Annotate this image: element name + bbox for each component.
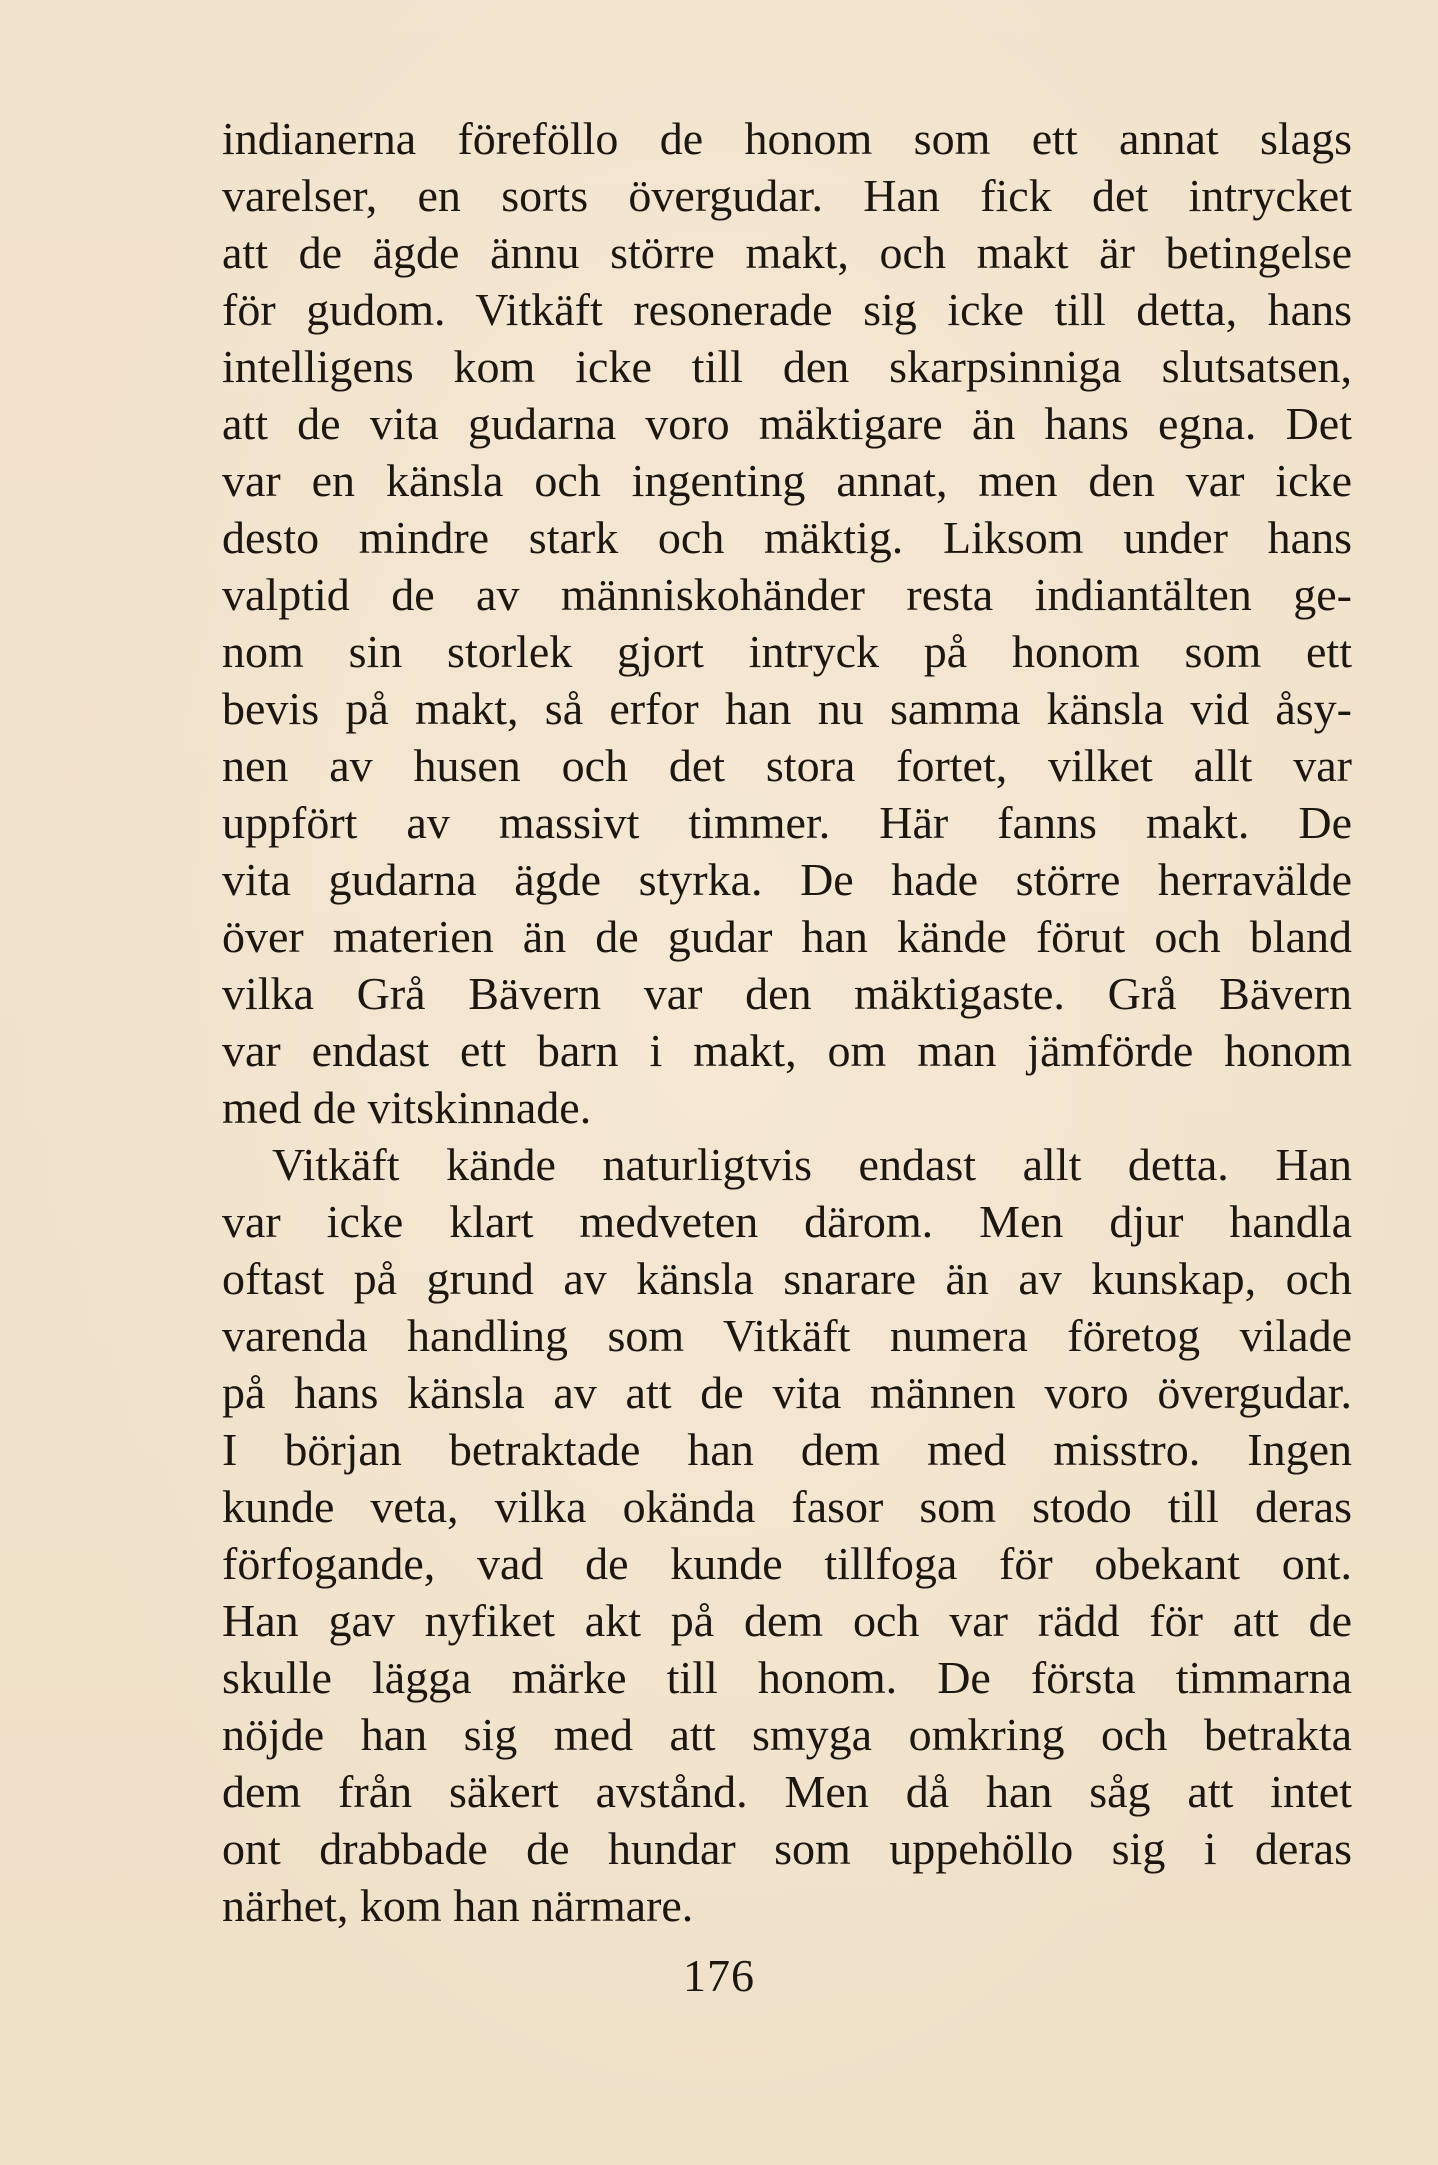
paragraph-2 <box>222 1136 1352 1934</box>
text-line: att de vita gudarna voro mäktigare än hans egna. Det <box>222 398 1352 449</box>
text-line: att de ägde ännu större makt, och makt är betingelse <box>222 227 1352 278</box>
text-line: var icke klart medveten därom. Men djur handla <box>222 1196 1352 1247</box>
text-line: intelligens kom icke till den skarpsinniga slutsatsen, <box>222 341 1352 392</box>
text-line: dem från säkert avstånd. Men då han såg att intet <box>222 1766 1352 1817</box>
text-line: för gudom. Vitkäft resonerade sig icke till detta, hans <box>222 284 1352 335</box>
text-line: bevis på makt, så erfor han nu samma känsla vid åsy- <box>222 683 1352 734</box>
text-line: I början betraktade han dem med misstro. Ingen <box>222 1424 1352 1475</box>
text-line: uppfört av massivt timmer. Här fanns makt. De <box>222 797 1352 848</box>
text-line: desto mindre stark och mäktig. Liksom under hans <box>222 512 1352 563</box>
text-line: Vitkäft kände naturligtvis endast allt detta. Han <box>272 1139 1352 1190</box>
text-line: nom sin storlek gjort intryck på honom som ett <box>222 626 1352 677</box>
text-line: med de vitskinnade. <box>222 1082 592 1133</box>
text-line: på hans känsla av att de vita männen voro övergudar. <box>222 1367 1352 1418</box>
text-line: indianerna föreföllo de honom som ett annat slags <box>222 113 1352 164</box>
text-line: varelser, en sorts övergudar. Han fick det intrycket <box>222 170 1352 221</box>
text-line: vilka Grå Bävern var den mäktigaste. Grå Bävern <box>222 968 1352 1019</box>
text-line: var endast ett barn i makt, om man jämförde honom <box>222 1025 1352 1076</box>
text-line: kunde veta, vilka okända fasor som stodo till deras <box>222 1481 1352 1532</box>
text-line: Han gav nyfiket akt på dem och var rädd för att de <box>222 1595 1352 1646</box>
paragraph-1 <box>222 110 1352 1136</box>
body-text <box>222 110 1352 1934</box>
text-line: skulle lägga märke till honom. De första timmarna <box>222 1652 1352 1703</box>
text-line: närhet, kom han närmare. <box>222 1880 694 1931</box>
text-line: nen av husen och det stora fortet, vilket allt var <box>222 740 1352 791</box>
text-line: vita gudarna ägde styrka. De hade större herravälde <box>222 854 1352 905</box>
text-line: nöjde han sig med att smyga omkring och betrakta <box>222 1709 1352 1760</box>
text-line: oftast på grund av känsla snarare än av kunskap, och <box>222 1253 1352 1304</box>
text-line: valptid de av människohänder resta indiantälten ge- <box>222 569 1352 620</box>
text-line: varenda handling som Vitkäft numera företog vilade <box>222 1310 1352 1361</box>
page-number: 176 <box>683 1950 755 2001</box>
text-line: över materien än de gudar han kände förut och bland <box>222 911 1352 962</box>
text-line: förfogande, vad de kunde tillfoga för obekant ont. <box>222 1538 1352 1589</box>
text-line: ont drabbade de hundar som uppehöllo sig i deras <box>222 1823 1352 1874</box>
text-line: var en känsla och ingenting annat, men den var icke <box>222 455 1352 506</box>
